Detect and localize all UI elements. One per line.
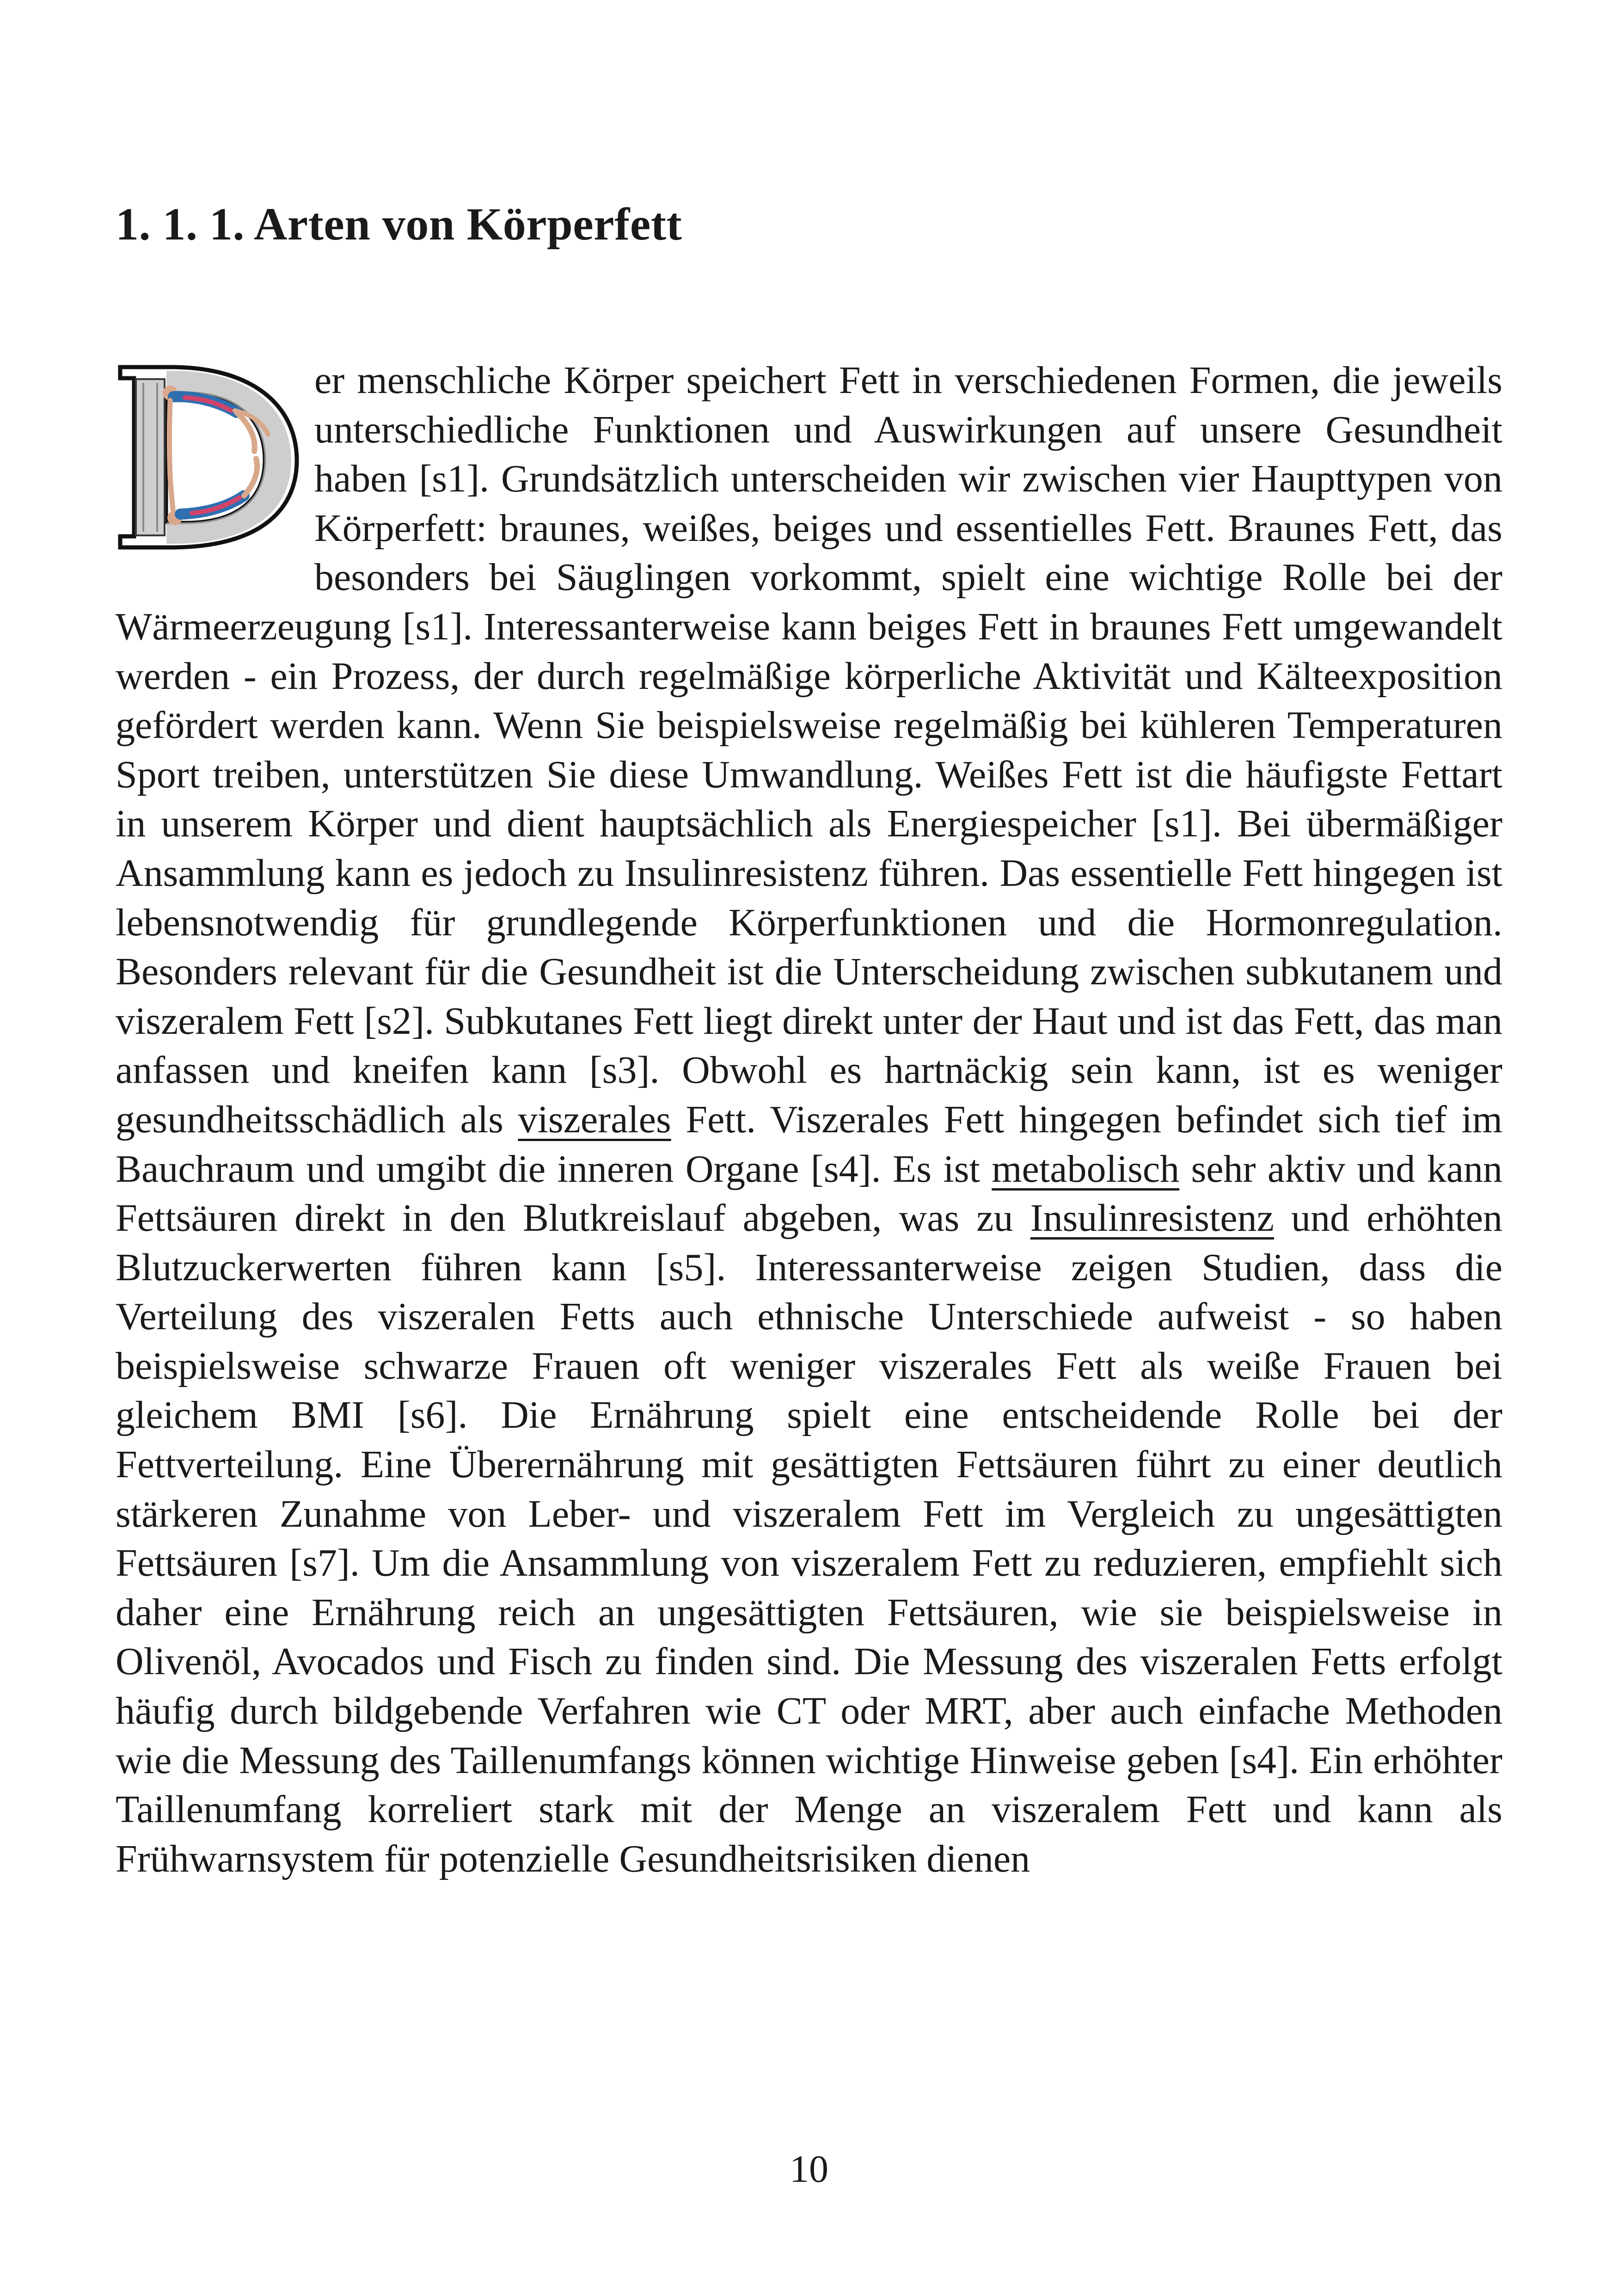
- body-paragraph: [116, 356, 1502, 1884]
- section-heading: 1. 1. 1. Arten von Körperfett: [116, 198, 682, 250]
- text-segment: und erhöhten Blutzuckerwerten führen kann [s5]. Interessanterweise zeigen Studien, dass die Verteilung des viszeralen Fetts auch ethnische Unterschiede aufweist - so haben beispielsweise schwarze Frauen oft weniger viszerales Fett als weiße Frauen bei gleichem BMI [s6]. Die Ernährung spielt eine entscheidende Rolle bei der Fettverteilung. Eine Überernährung mit gesättigten Fettsäuren führt zu einer deutlich stärkeren Zunahme von Leber- und viszeralem Fett im Vergleich zu ungesättigten Fettsäuren [s7]. Um die Ansammlung von viszeralem Fett zu reduzieren, empfiehlt sich daher eine Ernährung reich an ungesättigten Fettsäuren, wie sie beispielsweise in Olivenöl, Avocados und Fisch zu finden sind. Die Messung des viszeralen Fetts erfolgt häufig durch bildgebende Verfahren wie CT oder MRT, aber auch einfache Methoden wie die Messung des Taillenumfangs können wichtige Hinweise geben [s4]. Ein erhöhter Taillenumfang korreliert stark mit der Menge an viszeralem Fett und kann als Frühwarnsystem für potenzielle Gesundheitsrisiken dienen: [116, 1197, 1502, 1880]
- text-segment: Fett. Viszerales Fett hingegen befindet sich tief im Bauchraum und umgibt die inneren Organe [s4]. Es ist: [116, 1098, 1502, 1191]
- link-viszerales[interactable]: viszerales: [518, 1098, 671, 1141]
- ornamental-initial-D-icon: [116, 361, 300, 550]
- link-metabolisch[interactable]: metabolisch: [992, 1147, 1180, 1191]
- link-insulinresistenz[interactable]: Insulinresistenz: [1030, 1197, 1274, 1240]
- page-number: 10: [790, 2148, 828, 2191]
- drop-cap-initial: [116, 361, 300, 558]
- text-segment: er menschliche Körper speichert Fett in verschiedenen Formen, die jeweils unterschiedliche Funktionen und Auswirkungen auf unsere Gesundheit haben [s1]. Grundsätzlich unterscheiden wir zwischen vier Haupttypen von Körperfett: braunes, weißes, beiges und essentielles Fett. Braunes Fett, das besonders bei Säuglingen vorkommt, spielt eine wichtige Rolle bei der Wärmeerzeugung [s1]. Interessanterweise kann beiges Fett in braunes Fett umgewandelt werden - ein Prozess, der durch regelmäßige körperliche Aktivität und Kälteexposition gefördert werden kann. Wenn Sie beispielsweise regelmäßig bei kühleren Temperaturen Sport treiben, unterstützen Sie diese Umwandlung. Weißes Fett ist die häufigste Fettart in unserem Körper und dient hauptsächlich als Energiespeicher [s1]. Bei übermäßiger Ansammlung kann es jedoch zu Insulinresistenz führen. Das essentielle Fett hingegen ist lebensnotwendig für grundlegende Körperfunktionen und die Hormonregulation. Besonders relevant für die Gesundheit ist die Unterscheidung zwischen subkutanem und viszeralem Fett [s2]. Subkutanes Fett liegt direkt unter der Haut und ist das Fett, das man anfassen und kneifen kann [s3]. Obwohl es hartnäckig sein kann, ist es weniger gesundheitsschädlich als: [116, 359, 1502, 1141]
- text-segment: sehr aktiv und kann Fettsäuren direkt in den Blutkreislauf abgeben, was zu: [116, 1147, 1502, 1240]
